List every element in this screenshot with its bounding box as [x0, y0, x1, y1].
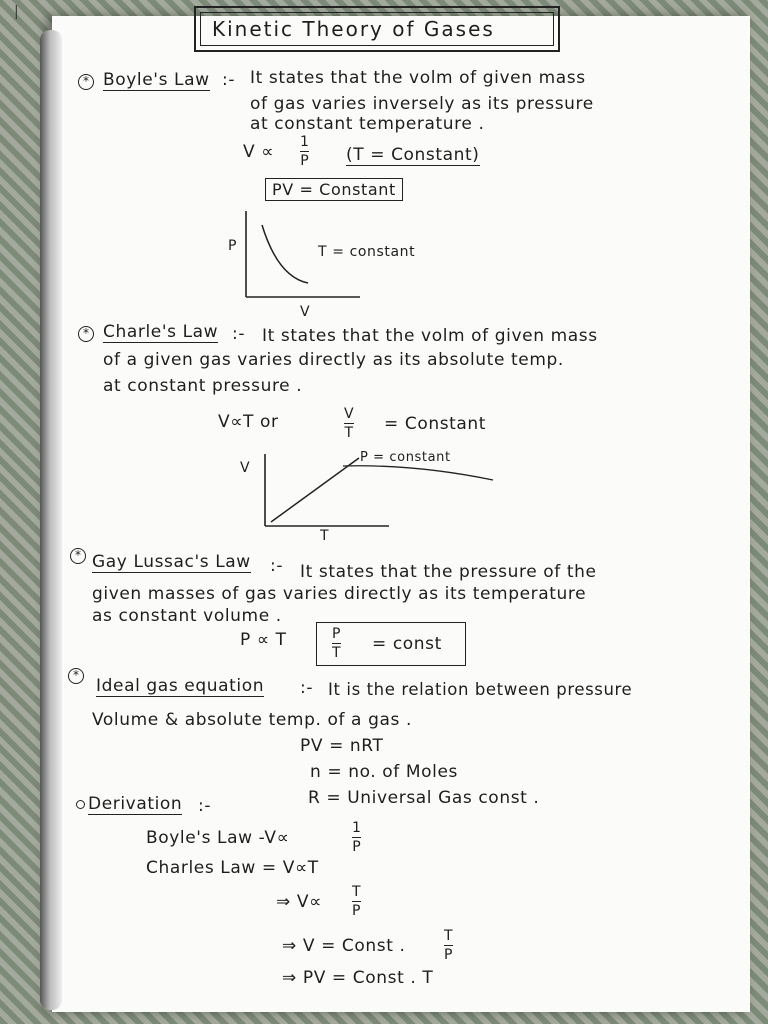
derivation-step1: Boyle's Law -V∝ — [146, 828, 290, 848]
bullet-star-icon: * — [70, 548, 86, 564]
fraction-bar — [352, 837, 361, 838]
ideal-gas-line1: It is the relation between pressure — [328, 680, 633, 699]
fraction-bar — [344, 423, 354, 424]
gay-lussac-line3: as constant volume . — [92, 606, 282, 626]
derivation-step3-fraction — [352, 884, 361, 919]
boyle-boxed: PV = Constant — [265, 178, 403, 201]
ideal-gas-sep: :- — [300, 678, 314, 698]
bullet-star-icon: * — [78, 74, 94, 90]
derivation-step2: Charles Law = V∝T — [146, 858, 319, 878]
charles-line1: It states that the volm of given mass — [262, 326, 598, 346]
boyle-graph — [238, 205, 368, 315]
ideal-gas-eq3: R = Universal Gas const . — [308, 788, 540, 808]
boyle-sep: :- — [222, 70, 236, 90]
derivation-step4-den: P — [444, 947, 453, 963]
derivation-heading: Derivation — [88, 794, 183, 814]
charles-relation-end: = Constant — [384, 414, 487, 434]
boyle-frac-den: P — [300, 153, 309, 169]
charles-fraction — [344, 406, 354, 441]
bullet-circle-icon — [76, 800, 85, 809]
ideal-gas-eq1: PV = nRT — [300, 736, 384, 756]
gay-lussac-fraction — [332, 626, 341, 661]
derivation-step1-num: 1 — [352, 820, 361, 836]
derivation-step3: ⇒ V∝ — [276, 892, 322, 912]
boyle-fraction — [300, 134, 309, 169]
derivation-step3-den: P — [352, 903, 361, 919]
boyle-graph-ylabel: P — [228, 238, 238, 254]
fraction-bar — [352, 901, 361, 902]
boyle-condition: (T = Constant) — [346, 145, 480, 165]
ideal-gas-heading: Ideal gas equation — [96, 676, 265, 696]
charles-note-underline — [343, 466, 493, 480]
boyle-curve — [262, 225, 308, 283]
derivation-step5: ⇒ PV = Const . T — [282, 968, 434, 988]
boyle-graph-note: T = constant — [318, 244, 416, 260]
derivation-step4-num: T — [444, 928, 453, 944]
fraction-bar — [332, 643, 341, 644]
boyle-line1: It states that the volm of given mass — [250, 68, 586, 88]
gay-lussac-relation: P ∝ T — [240, 630, 287, 650]
boyle-line3: at constant temperature . — [250, 114, 485, 134]
charles-relation: V∝T or — [218, 412, 279, 432]
bullet-star-icon: * — [78, 326, 94, 342]
corner-mark: | — [14, 4, 19, 20]
charles-line3: at constant pressure . — [103, 376, 303, 396]
charles-graph-ylabel: V — [240, 460, 251, 476]
derivation-step4-fraction — [444, 928, 453, 963]
gay-lussac-heading: Gay Lussac's Law — [92, 552, 251, 572]
derivation-sep: :- — [198, 796, 212, 816]
derivation-step1-fraction — [352, 820, 361, 855]
bullet-star-icon: * — [68, 668, 84, 684]
charles-line — [271, 458, 359, 522]
derivation-step4: ⇒ V = Const . — [282, 936, 406, 956]
charles-sep: :- — [232, 324, 246, 344]
boyle-line2: of gas varies inversely as its pressure — [250, 94, 594, 114]
charles-graph-note: P = constant — [360, 450, 451, 465]
boyle-relation: V ∝ — [243, 142, 274, 162]
gay-lussac-sep: :- — [270, 556, 284, 576]
derivation-step3-num: T — [352, 884, 361, 900]
boyle-heading: Boyle's Law — [103, 70, 210, 90]
fraction-bar — [300, 151, 309, 152]
derivation-step1-den: P — [352, 839, 361, 855]
charles-heading: Charle's Law — [103, 322, 219, 342]
gay-lussac-line2: given masses of gas varies directly as its temperature — [92, 584, 587, 604]
charles-graph-xlabel: T — [320, 528, 330, 544]
ideal-gas-eq2: n = no. of Moles — [310, 762, 459, 782]
gay-lussac-frac-num: P — [332, 626, 341, 642]
ideal-gas-line2: Volume & absolute temp. of a gas . — [92, 710, 412, 730]
charles-line2: of a given gas varies directly as its absolute temp. — [103, 350, 564, 370]
page-title: Kinetic Theory of Gases — [212, 17, 495, 41]
boyle-graph-xlabel: V — [300, 304, 311, 320]
notebook-spine — [40, 30, 62, 1010]
gay-lussac-relation-end: = const — [372, 634, 442, 654]
gay-lussac-line1: It states that the pressure of the — [300, 562, 597, 582]
boyle-frac-num: 1 — [300, 134, 309, 150]
fraction-bar — [444, 945, 453, 946]
gay-lussac-frac-den: T — [332, 645, 341, 661]
charles-frac-den: T — [344, 425, 354, 441]
charles-frac-num: V — [344, 406, 354, 422]
